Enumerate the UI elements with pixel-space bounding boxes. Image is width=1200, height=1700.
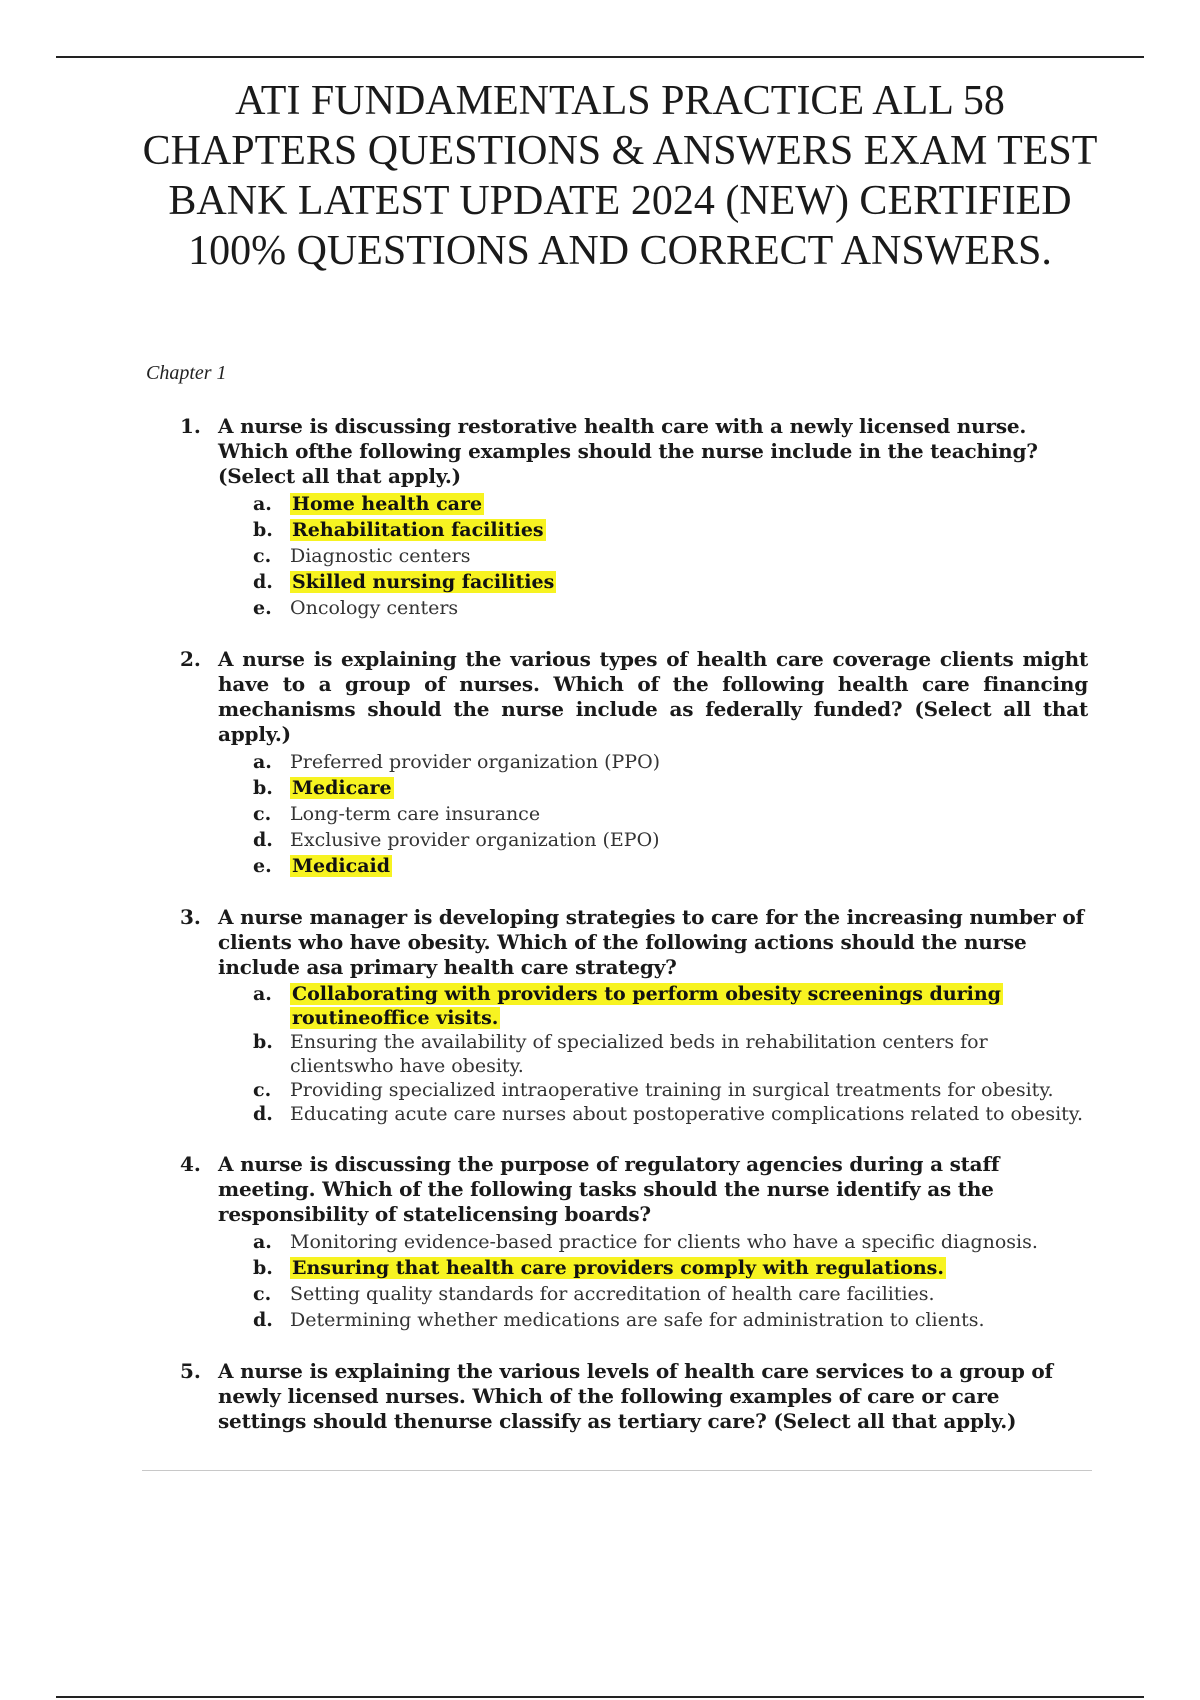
question-number: 1. [180, 414, 201, 438]
option-e [253, 853, 1088, 879]
chapter-label: Chapter 1 [146, 362, 227, 384]
correct-answer: Rehabilitation facilities [292, 519, 544, 541]
question-2 [172, 647, 1088, 879]
option-d [253, 569, 1088, 595]
question-text: A nurse is discussing the purpose of regulatory agencies during a staff meeting. Which of the following tasks should the nurse identify as the responsibility of statelicensing boards? [218, 1152, 1000, 1226]
question-1 [172, 414, 1088, 621]
bottom-rule [56, 1696, 1144, 1698]
option-letter: d. [253, 829, 273, 851]
option-a [253, 749, 1088, 775]
option-letter: a. [253, 1231, 272, 1253]
question-3 [172, 905, 1088, 1126]
correct-answer: Home health care [292, 493, 483, 515]
correct-answer: Medicaid [292, 855, 391, 877]
answer-option: Ensuring the availability of specialized beds in rehabilitation centers for clientswho have obesity. [290, 1031, 988, 1077]
option-c [253, 801, 1088, 827]
question-number: 3. [180, 905, 201, 929]
option-letter: b. [253, 777, 273, 799]
option-a [253, 982, 1088, 1030]
question-4 [172, 1152, 1088, 1333]
question-number: 5. [180, 1359, 201, 1383]
option-a [253, 491, 1088, 517]
option-letter: d. [253, 1103, 273, 1125]
answer-option: Educating acute care nurses about postoperative complications related to obesity. [290, 1103, 1084, 1125]
answer-option: Diagnostic centers [290, 545, 471, 567]
option-list [218, 749, 1088, 879]
option-c [253, 1078, 1088, 1102]
correct-answer: Medicare [292, 777, 392, 799]
option-b [253, 1030, 1088, 1078]
document-title: ATI FUNDAMENTALS PRACTICE ALL 58 CHAPTERS QUESTIONS & ANSWERS EXAM TEST BANK LATEST UPDATE 2024 (NEW) CERTIFIED 100% QUESTIONS AND CORRECT ANSWERS. [142, 78, 1098, 274]
option-c [253, 543, 1088, 569]
option-letter: a. [253, 493, 272, 515]
option-d [253, 1307, 1088, 1333]
question-text: A nurse manager is developing strategies to care for the increasing number of clients who have obesity. Which of the following actions should the nurse include asa primary health care strategy? [218, 905, 1084, 979]
answer-option: Preferred provider organization (PPO) [290, 751, 661, 773]
page-divider [142, 1470, 1092, 1471]
option-letter: e. [253, 855, 272, 877]
option-letter: b. [253, 1257, 273, 1279]
option-letter: d. [253, 1309, 273, 1331]
answer-option: Setting quality standards for accreditation of health care facilities. [290, 1283, 935, 1305]
option-b [253, 517, 1088, 543]
option-letter: d. [253, 571, 273, 593]
option-b [253, 1255, 1088, 1281]
correct-answer: Collaborating with providers to perform obesity screenings during routineoffice visits. [292, 983, 1001, 1029]
question-text: A nurse is explaining the various types of health care coverage clients might have to a group of nurses. Which of the following health care financing mechanisms should the nurse include as federally funded? (Select all that apply.) [218, 647, 1088, 746]
answer-option: Determining whether medications are safe for administration to clients. [290, 1309, 985, 1331]
correct-answer: Skilled nursing facilities [292, 571, 555, 593]
option-c [253, 1281, 1088, 1307]
question-number: 2. [180, 647, 201, 671]
answer-option: Exclusive provider organization (EPO) [290, 829, 660, 851]
option-list [218, 982, 1088, 1126]
answer-option: Monitoring evidence-based practice for clients who have a specific diagnosis. [290, 1231, 1038, 1253]
option-d [253, 1102, 1088, 1126]
option-letter: b. [253, 519, 273, 541]
question-5 [172, 1359, 1088, 1434]
option-letter: a. [253, 983, 272, 1005]
option-letter: c. [253, 545, 272, 567]
question-list [172, 414, 1088, 1460]
question-text: A nurse is discussing restorative health care with a newly licensed nurse. Which ofthe following examples should the nurse include in the teaching? (Select all that apply.) [218, 414, 1038, 488]
answer-option: Long-term care insurance [290, 803, 541, 825]
option-letter: c. [253, 803, 272, 825]
option-letter: a. [253, 751, 272, 773]
option-d [253, 827, 1088, 853]
question-text: A nurse is explaining the various levels of health care services to a group of newly licensed nurses. Which of the following examples of care or care settings should thenurse classify as tertiary care? (Select all that apply.) [218, 1359, 1053, 1433]
option-b [253, 775, 1088, 801]
option-list [218, 491, 1088, 621]
option-a [253, 1229, 1088, 1255]
option-letter: b. [253, 1031, 273, 1053]
option-letter: c. [253, 1079, 272, 1101]
question-number: 4. [180, 1152, 201, 1176]
answer-option: Providing specialized intraoperative training in surgical treatments for obesity. [290, 1079, 1054, 1101]
correct-answer: Ensuring that health care providers comply with regulations. [292, 1257, 944, 1279]
option-letter: e. [253, 597, 272, 619]
answer-option: Oncology centers [290, 597, 459, 619]
option-e [253, 595, 1088, 621]
option-list [218, 1229, 1088, 1333]
top-rule [56, 56, 1144, 58]
option-letter: c. [253, 1283, 272, 1305]
